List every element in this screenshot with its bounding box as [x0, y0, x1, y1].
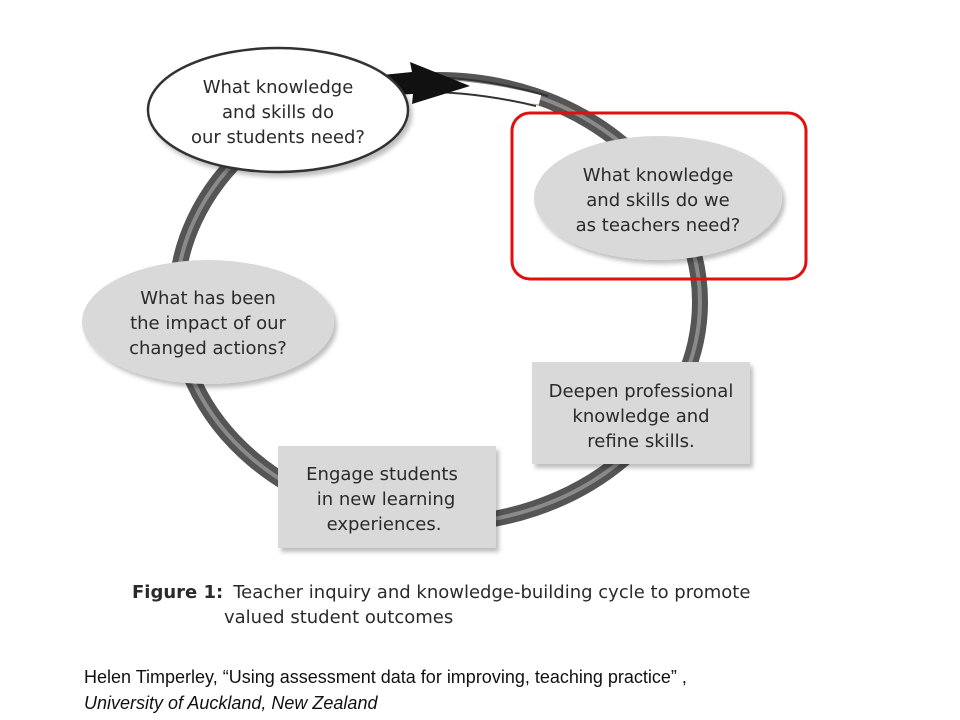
node-line: refine skills. — [587, 431, 695, 452]
node-line: changed actions? — [129, 338, 287, 359]
node-line: Engage students — [306, 464, 458, 485]
node-line: in new learning — [316, 489, 456, 510]
node-engage-students — [278, 446, 496, 548]
caption-line-1 — [132, 580, 750, 605]
caption-line-2: valued student outcomes — [224, 607, 454, 628]
node-line: What has been — [140, 288, 276, 309]
caption-label: Figure 1: — [132, 582, 224, 603]
node-line: as teachers need? — [575, 215, 741, 236]
caption-text-1: Teacher inquiry and knowledge-building cycle to promote — [233, 582, 751, 603]
figure-caption — [132, 580, 750, 630]
node-teachers-need — [534, 136, 782, 260]
node-line: Deepen professional — [548, 381, 734, 402]
node-line: and skills do we — [586, 190, 730, 211]
node-line: What knowledge — [202, 77, 354, 98]
node-line: experiences. — [326, 514, 442, 535]
citation — [84, 664, 687, 716]
node-line: knowledge and — [572, 406, 710, 427]
node-line: the impact of our — [130, 313, 286, 334]
citation-line-1: Helen Timperley, “Using assessment data for improving, teaching practice” , — [84, 667, 687, 687]
node-deepen-professional — [532, 362, 750, 464]
node-line: and skills do — [222, 102, 334, 123]
node-line: our students need? — [191, 127, 365, 148]
node-impact — [82, 260, 334, 384]
citation-source: University of Auckland, New Zealand — [84, 693, 378, 713]
node-line: What knowledge — [582, 165, 734, 186]
node-students-need — [148, 48, 408, 172]
